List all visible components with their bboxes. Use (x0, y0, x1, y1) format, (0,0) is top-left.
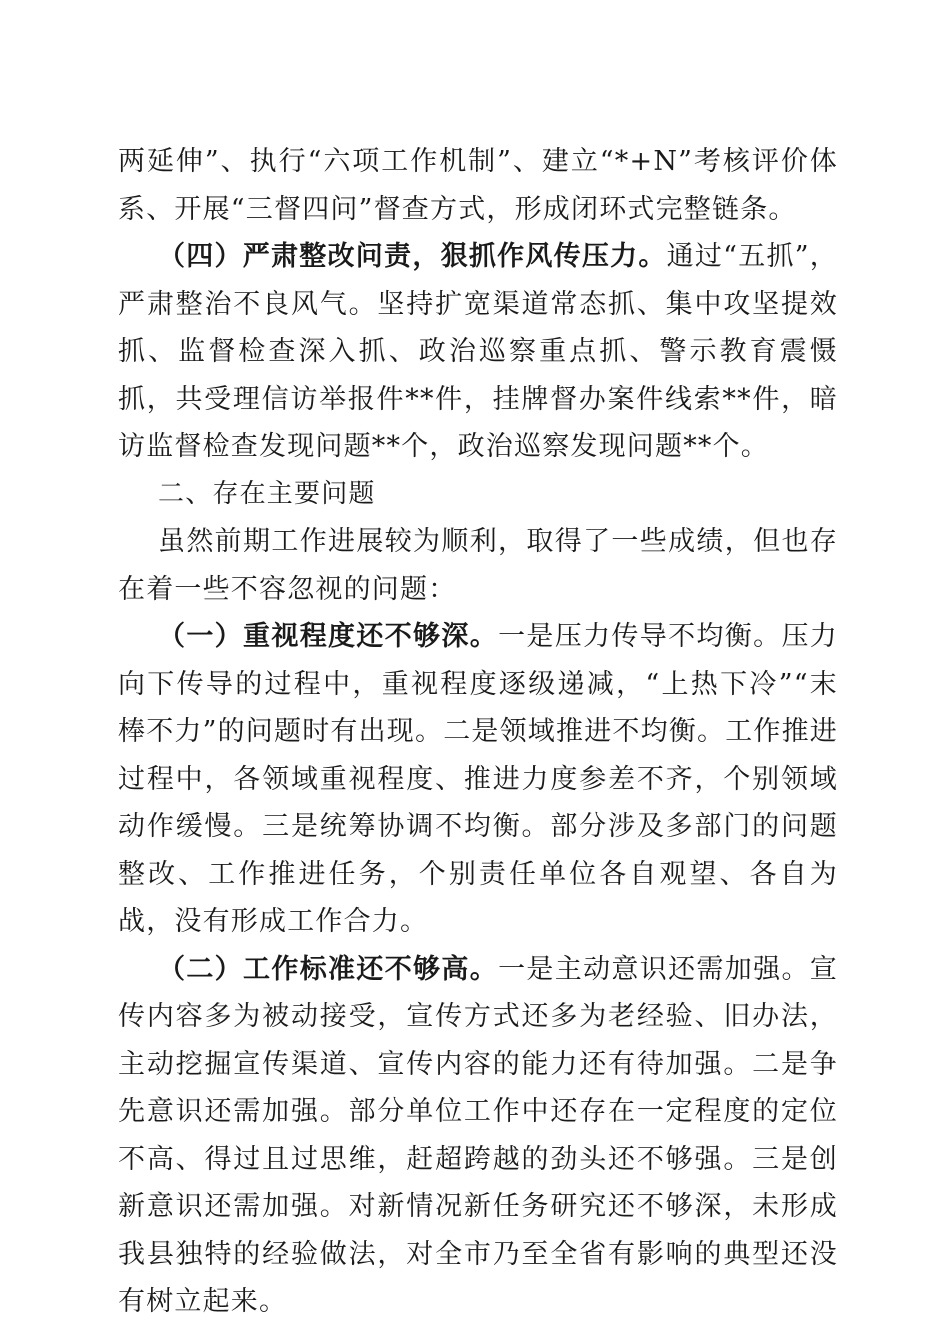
paragraph-text: 通过“五抓”，严肃整治不良风气。坚持扩宽渠道常态抓、集中攻坚提效抓、监督检查深入抓、政治巡察重点抓、警示教育震慑抓，共受理信访举报件**件，挂牌督办案件线索**件，暗访监督检查发现问题**个，政治巡察发现问题**个。 (118, 241, 838, 462)
paragraph-text: 两延伸”、执行“六项工作机制”、建立“*+N”考核评价体系、开展“三督四问”督查方式，形成闭环式完整链条。 (118, 146, 838, 225)
paragraph-lead: （四）严肃整改问责，狠抓作风传压力。 (158, 241, 667, 272)
document-page (118, 138, 838, 1326)
paragraph-rectification (118, 233, 838, 471)
paragraph-lead: （二）工作标准还不够高。 (158, 953, 499, 985)
paragraph-lead: （一）重视程度还不够深。 (158, 621, 499, 652)
section-heading: 二、存在主要问题 (158, 478, 376, 509)
paragraph-text: 虽然前期工作进展较为顺利，取得了一些成绩，但也存在着一些不容忽视的问题： (118, 526, 838, 605)
paragraph-text: 一是主动意识还需加强。宣传内容多为被动接受，宣传方式还多为老经验、旧办法，主动挖掘宣传渠道、宣传内容的能力还有待加强。二是争先意识还需加强。部分单位工作中还存在一定程度的定位不高、得过且过思维，赶超跨越的劲头还不够强。三是创新意识还需加强。对新情况新任务研究还不够深，未形成我县独特的经验做法，对全市乃至全省有影响的典型还没有树立起来。 (118, 953, 838, 1317)
paragraph-issue-two (118, 946, 838, 1326)
paragraph-continuation (118, 138, 838, 233)
paragraph-issue-one (118, 613, 838, 946)
paragraph-intro (118, 518, 838, 613)
paragraph-text: 一是压力传导不均衡。压力向下传导的过程中，重视程度逐级递减，“上热下冷”“末棒不力”的问题时有出现。二是领域推进不均衡。工作推进过程中，各领域重视程度、推进力度参差不齐，个别领域动作缓慢。三是统筹协调不均衡。部分涉及多部门的问题整改、工作推进任务，个别责任单位各自观望、各自为战，没有形成工作合力。 (118, 621, 839, 937)
